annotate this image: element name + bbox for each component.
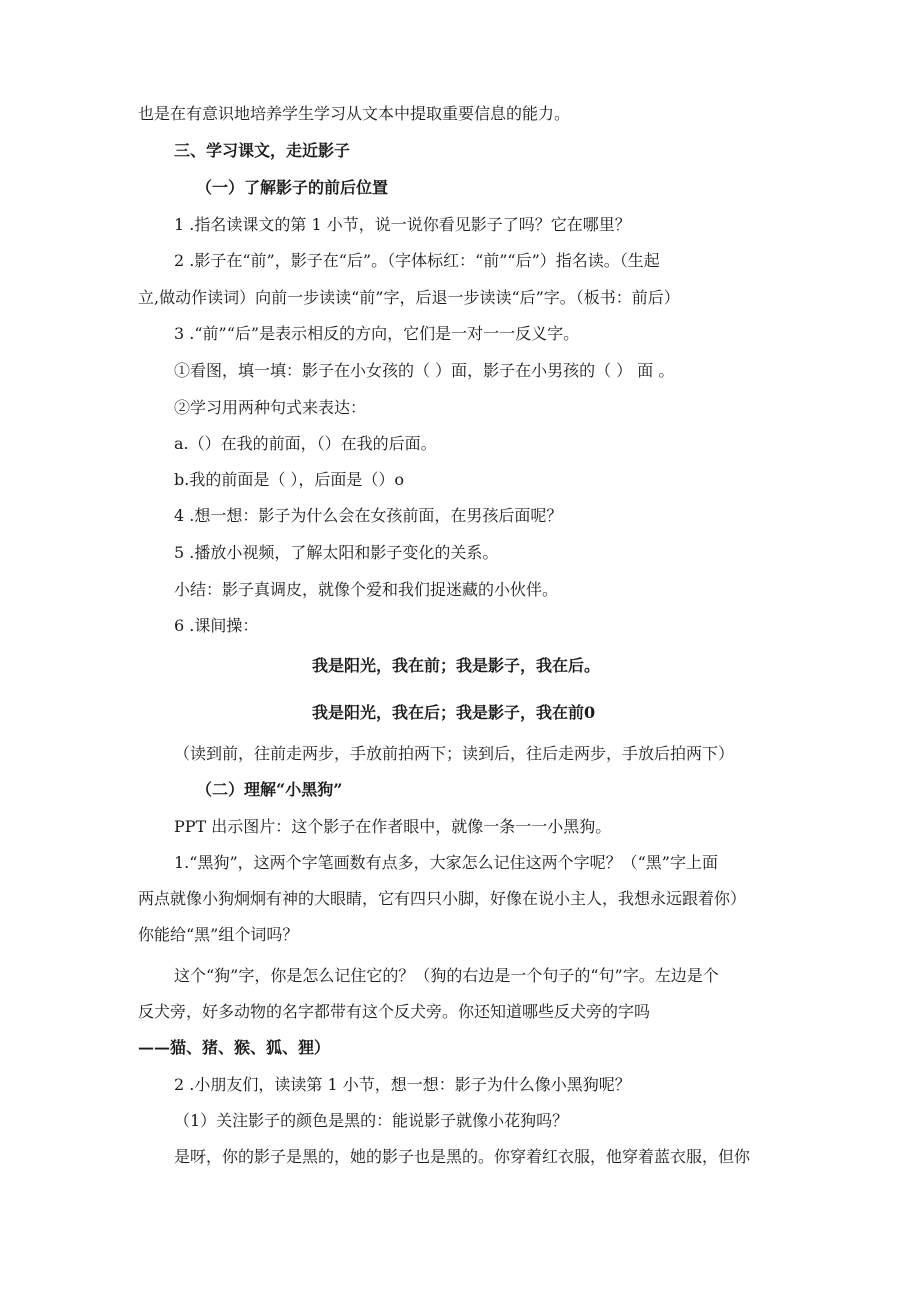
paragraph-line: 两点就像小狗炯炯有神的大眼睛，它有四只小脚，好像在说小主人，我想永远跟着你） xyxy=(138,889,747,908)
list-item: 3 .“前”“后”是表示相反的方向，它们是一对一一反义字。 xyxy=(174,324,580,343)
chant-line: 我是阳光，我在后；我是影子，我在前0 xyxy=(312,703,596,722)
list-item: 2 .小朋友们，读读第 1 小节，想一想：影子为什么像小黑狗呢？ xyxy=(174,1075,631,1094)
paragraph-line: 这个“狗”字，你是怎么记住它的？（狗的右边是一个句子的“句”字。左边是个 xyxy=(174,966,719,985)
subsection-heading: （一）了解影子的前后位置 xyxy=(196,178,389,197)
subsection-heading: （二）理解“小黑狗” xyxy=(196,780,343,799)
paragraph-line: 是呀，你的影子是黑的，她的影子也是黑的。你穿着红衣服，他穿着蓝衣服，但你 xyxy=(174,1147,751,1166)
section-heading: 三、学习课文，走近影子 xyxy=(174,141,351,160)
summary-line: 小结：影子真调皮，就像个爱和我们捉迷藏的小伙伴。 xyxy=(174,580,559,599)
list-item: 5 .播放小视频，了解太阳和影子变化的关系。 xyxy=(174,543,499,562)
list-item: 2 .影子在“前”，影子在“后”。（字体标红：“前”“后”）指名读。（生起 xyxy=(174,251,660,270)
exercise-line: ①看图，填一填：影子在小女孩的（ ）面，影子在小男孩的（ ） 面 。 xyxy=(174,361,675,380)
instruction-line: （读到前，往前走两步，手放前拍两下；读到后，往后走两步，手放后拍两下） xyxy=(174,744,735,763)
list-item: 1 .指名读课文的第 1 小节，说一说你看见影子了吗？它在哪里？ xyxy=(174,215,631,234)
list-item: 6 .课间操： xyxy=(174,616,259,635)
paragraph-line: 反犬旁，好多动物的名字都带有这个反犬旁。你还知道哪些反犬旁的字吗 xyxy=(138,1002,651,1021)
paragraph-line: PPT 出示图片：这个影子在作者眼中，就像一条一一小黑狗。 xyxy=(174,817,612,836)
list-item: 4 .想一想：影子为什么会在女孩前面，在男孩后面呢？ xyxy=(174,506,563,525)
paragraph-line: 立,做动作读词）向前一步读读“前”字，后退一步读读“后”字。（板书：前后） xyxy=(138,288,680,307)
paragraph-line: ——猫、猪、猴、狐、狸） xyxy=(138,1038,331,1057)
list-item: 1.“黑狗”，这两个字笔画数有点多，大家怎么记住这两个字呢？（“黑”字上面 xyxy=(174,853,718,872)
chant-line: 我是阳光，我在前；我是影子，我在后。 xyxy=(312,656,601,675)
paragraph-line: 也是在有意识地培养学生学习从文本中提取重要信息的能力。 xyxy=(138,104,571,123)
exercise-line: b.我的前面是（ ），后面是（）o xyxy=(174,470,405,489)
paragraph-line: 你能给“黑”组个词吗？ xyxy=(138,925,299,944)
sub-list-item: （1）关注影子的颜色是黑的：能说影子就像小花狗吗？ xyxy=(174,1111,569,1130)
exercise-line: ②学习用两种句式来表达： xyxy=(174,398,367,417)
exercise-line: a.（）在我的前面，（）在我的后面。 xyxy=(174,434,437,453)
